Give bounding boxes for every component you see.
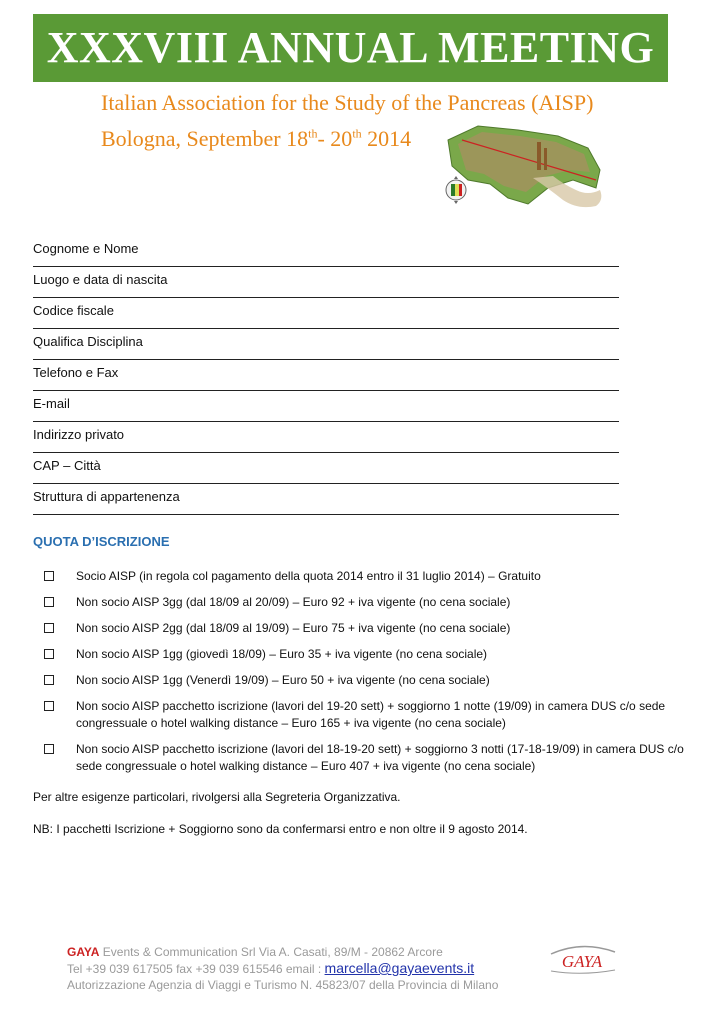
field-struttura[interactable]: Struttura di appartenenza: [33, 484, 619, 515]
meeting-dates: [101, 126, 411, 152]
quota-option: [44, 594, 684, 611]
footer-line-company: [67, 944, 547, 960]
note-special-requests: Per altre esigenze particolari, rivolgersi alla Segreteria Organizzativa.: [33, 790, 401, 804]
footer-phone-fax: Tel +39 039 617505 fax +39 039 615546 email :: [67, 962, 325, 976]
quota-option-label: Non socio AISP pacchetto iscrizione (lavori del 19-20 sett) + soggiorno 1 notte (19/09) in camera DUS c/o sede congressuale o hotel walking distance – Euro 165 + iva vigente (no cena sociale): [76, 699, 666, 730]
field-codice-fiscale[interactable]: Codice fiscale: [33, 298, 619, 329]
dates-prefix: Bologna, September 18: [101, 126, 309, 151]
field-indirizzo[interactable]: Indirizzo privato: [33, 422, 619, 453]
quota-option-label: Non socio AISP 2gg (dal 18/09 al 19/09) – Euro 75 + iva vigente (no cena sociale): [76, 621, 511, 635]
quota-option: [44, 741, 684, 775]
quota-option-label: Non socio AISP pacchetto iscrizione (lavori del 18-19-20 sett) + soggiorno 3 notti (17-18-19/09) in camera DUS c/o sede congressuale o hotel walking distance – Euro 407 + iva vigente (no cena sociale): [76, 742, 684, 773]
gaya-logo: [545, 940, 620, 976]
checkbox[interactable]: [44, 571, 54, 581]
quota-option: [44, 568, 684, 585]
quota-option-label: Non socio AISP 3gg (dal 18/09 al 20/09) – Euro 92 + iva vigente (no cena sociale): [76, 595, 511, 609]
quota-section-title: QUOTA D’ISCRIZIONE: [33, 534, 170, 549]
field-telefono-fax[interactable]: Telefono e Fax: [33, 360, 619, 391]
note-package-deadline: NB: I pacchetti Iscrizione + Soggiorno sono da confermarsi entro e non oltre il 9 agosto 2014.: [33, 822, 528, 836]
quota-option: [44, 646, 684, 663]
quota-option-label: Non socio AISP 1gg (Venerdì 19/09) – Euro 50 + iva vigente (no cena sociale): [76, 673, 490, 687]
checkbox[interactable]: [44, 649, 54, 659]
registration-form: [33, 236, 619, 515]
quota-option-label: Non socio AISP 1gg (giovedì 18/09) – Euro 35 + iva vigente (no cena sociale): [76, 647, 488, 661]
field-cognome-nome[interactable]: Cognome e Nome: [33, 236, 619, 267]
region-map-illustration: [438, 118, 608, 216]
dates-mid: - 20: [317, 126, 353, 151]
dates-sup-start: th: [308, 126, 318, 141]
field-email[interactable]: E-mail: [33, 391, 619, 422]
association-title: Italian Association for the Study of the Pancreas (AISP): [101, 90, 594, 115]
footer-authorization: Autorizzazione Agenzia di Viaggi e Turismo N. 45823/07 della Provincia di Milano: [67, 978, 499, 992]
dates-suffix: 2014: [361, 126, 412, 151]
footer-company-address: Events & Communication Srl Via A. Casati, 89/M - 20862 Arcore: [99, 945, 443, 959]
footer-line-contacts: [67, 960, 547, 977]
quota-option: [44, 620, 684, 637]
checkbox[interactable]: [44, 701, 54, 711]
footer-email-link[interactable]: marcella@gayaevents.it: [324, 960, 475, 976]
quota-options-list: [44, 568, 684, 784]
quota-option-label: Socio AISP (in regola col pagamento della quota 2014 entro il 31 luglio 2014) – Gratuito: [76, 569, 541, 583]
checkbox[interactable]: [44, 623, 54, 633]
footer: [67, 944, 547, 993]
footer-brand: GAYA: [67, 945, 100, 959]
field-cap-citta[interactable]: CAP – Città: [33, 453, 619, 484]
field-luogo-data-nascita[interactable]: Luogo e data di nascita: [33, 267, 619, 298]
gaya-logo-text: GAYA: [561, 952, 603, 971]
field-qualifica[interactable]: Qualifica Disciplina: [33, 329, 619, 360]
quota-option: [44, 698, 684, 732]
quota-option: [44, 672, 684, 689]
dates-sup-end: th: [352, 126, 362, 141]
checkbox[interactable]: [44, 675, 54, 685]
checkbox[interactable]: [44, 597, 54, 607]
checkbox[interactable]: [44, 744, 54, 754]
meeting-banner: XXXVIII ANNUAL MEETING: [33, 14, 668, 82]
